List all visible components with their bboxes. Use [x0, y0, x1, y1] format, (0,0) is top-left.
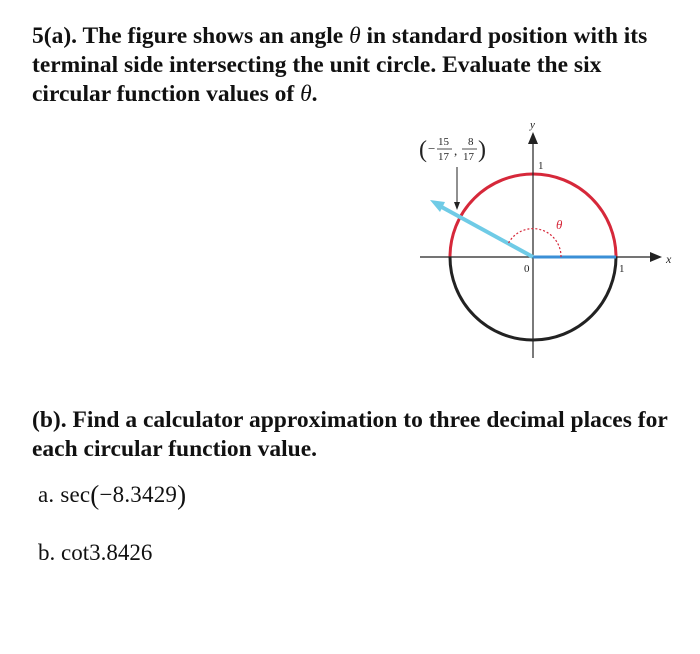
point-comma: ,	[454, 143, 458, 158]
part-b	[38, 540, 152, 566]
point-x-denominator: 17	[438, 151, 449, 163]
point-y-denominator: 17	[463, 151, 474, 163]
point-x-numerator: 15	[438, 136, 449, 148]
part-a-label: a.	[38, 482, 61, 507]
theta-symbol: θ	[349, 23, 361, 49]
y-one-label: 1	[538, 160, 544, 172]
point-y-numerator: 8	[468, 136, 474, 148]
terminal-side	[438, 205, 533, 257]
part-a	[38, 480, 186, 511]
part-a-func: sec	[60, 482, 91, 507]
question-a	[32, 22, 672, 109]
x-one-label: 1	[619, 263, 625, 275]
y-axis-arrow	[528, 132, 538, 144]
terminal-side-arrow	[430, 200, 445, 212]
part-a-open-paren: (	[90, 480, 100, 510]
part-b-label: b.	[38, 540, 61, 565]
question-a-prefix: 5(a). The figure shows an angle	[32, 23, 350, 49]
origin-label: 0	[524, 263, 530, 275]
angle-arc	[508, 229, 561, 257]
x-axis-arrow	[650, 252, 662, 262]
part-a-close-paren: )	[177, 480, 187, 510]
question-a-middle: in standard position with its terminal side intersecting the unit circle. Evaluate the six circular function values of	[32, 23, 648, 107]
unit-circle-svg	[400, 112, 690, 382]
point-right-paren: )	[478, 137, 486, 163]
part-b-expr: cot3.8426	[61, 540, 153, 565]
point-minus: −	[428, 141, 436, 156]
question-a-suffix: .	[311, 81, 318, 107]
unit-circle-figure	[400, 112, 690, 382]
x-axis-label: x	[666, 252, 672, 266]
part-a-arg: −8.3429	[99, 482, 178, 507]
theta-symbol-2: θ	[300, 81, 312, 107]
point-pointer-arrow	[454, 202, 460, 210]
point-left-paren: (	[419, 137, 427, 163]
question-b: (b). Find a calculator approximation to three decimal places for each circular function value.	[32, 407, 668, 462]
y-axis-label: y	[530, 119, 535, 131]
angle-label: θ	[556, 217, 563, 232]
